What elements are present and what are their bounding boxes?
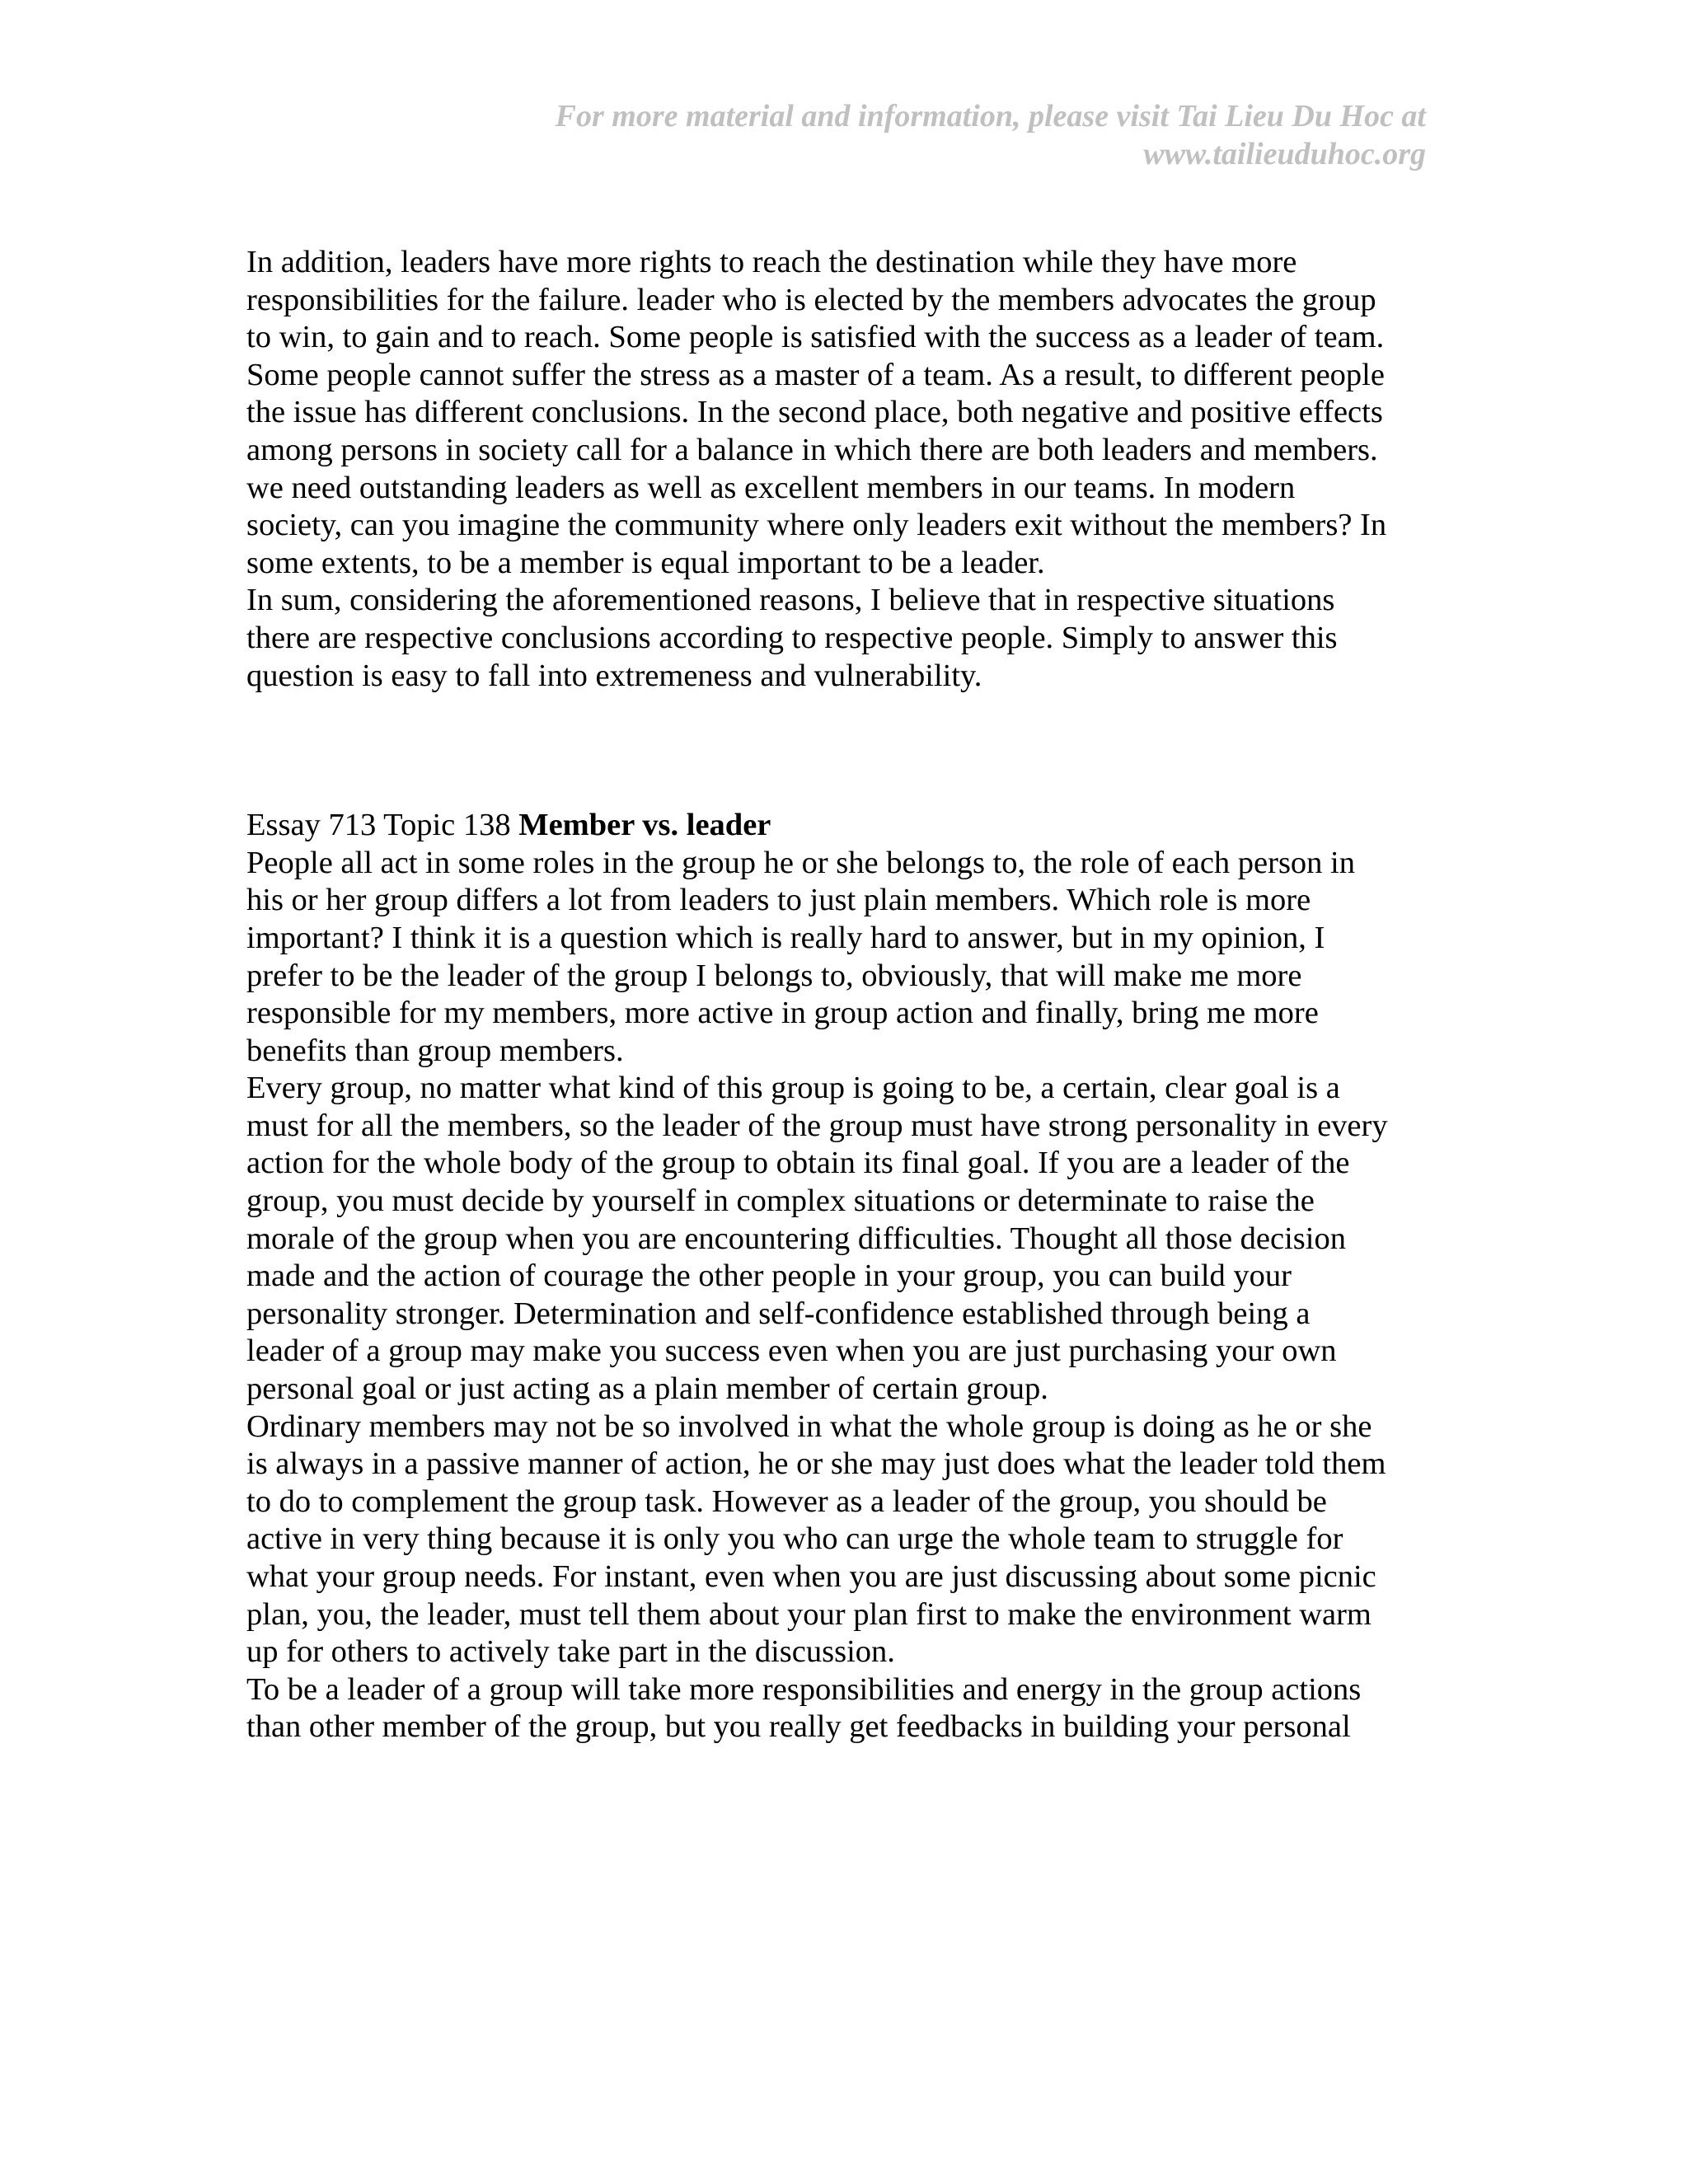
section-gap xyxy=(246,695,1433,807)
paragraph-line: active in very thing because it is only you who can urge the whole team to struggle for xyxy=(246,1521,1343,1557)
paragraph-line: important? I think it is a question which is really hard to answer, but in my opinion, I xyxy=(246,920,1325,955)
paragraph-line: some extents, to be a member is equal important to be a leader. xyxy=(246,545,1045,580)
paragraph-line: than other member of the group, but you really get feedbacks in building your personal xyxy=(246,1709,1351,1745)
paragraph-line: must for all the members, so the leader of the group must have strong personality in every xyxy=(246,1108,1388,1143)
paragraph-line: up for others to actively take part in the discussion. xyxy=(246,1634,895,1670)
paragraph-line: group, you must decide by yourself in complex situations or determinate to raise the xyxy=(246,1183,1315,1219)
paragraph-line: personal goal or just acting as a plain member of certain group. xyxy=(246,1371,1048,1407)
paragraph-line: In sum, considering the aforementioned reasons, I believe that in respective situations xyxy=(246,583,1335,618)
paragraph-line: prefer to be the leader of the group I belongs to, obviously, that will make me more xyxy=(246,958,1302,993)
paragraph-line: morale of the group when you are encountering difficulties. Thought all those decision xyxy=(246,1221,1346,1256)
paragraphs-before xyxy=(246,244,1433,695)
paragraph-line: To be a leader of a group will take more responsibilities and energy in the group actions xyxy=(246,1671,1362,1707)
header-line-1: For more material and information, please visit Tai Lieu Du Hoc at xyxy=(555,99,1426,134)
paragraph-line: among persons in society call for a balance in which there are both leaders and members. xyxy=(246,432,1378,467)
paragraph xyxy=(246,244,1433,582)
paragraph-line: Some people cannot suffer the stress as a master of a team. As a result, to different people xyxy=(246,357,1385,392)
paragraph-line: question is easy to fall into extremeness and vulnerability. xyxy=(246,658,982,693)
paragraph-line: the issue has different conclusions. In the second place, both negative and positive effects xyxy=(246,395,1383,430)
paragraph-line: responsibilities for the failure. leader who is elected by the members advocates the group xyxy=(246,282,1376,317)
paragraph-line: what your group needs. For instant, even when you are just discussing about some picnic xyxy=(246,1559,1376,1594)
paragraph-line: made and the action of courage the other people in your group, you can build your xyxy=(246,1258,1292,1294)
paragraph-line: leader of a group may make you success even when you are just purchasing your own xyxy=(246,1333,1337,1369)
essay-heading-prefix: Essay 713 Topic 138 xyxy=(246,808,519,843)
paragraph-line: Every group, no matter what kind of this group is going to be, a certain, clear goal is a xyxy=(246,1071,1340,1106)
paragraph xyxy=(246,1408,1433,1671)
paragraph-line: personality stronger. Determination and self-confidence established through being a xyxy=(246,1296,1311,1331)
essay-heading xyxy=(246,807,1433,845)
paragraph xyxy=(246,845,1433,1071)
paragraph-line: to win, to gain and to reach. Some people is satisfied with the success as a leader of team. xyxy=(246,320,1385,355)
paragraph xyxy=(246,1671,1433,1746)
paragraphs-after xyxy=(246,845,1433,1746)
paragraph-line: In addition, leaders have more rights to reach the destination while they have more xyxy=(246,245,1297,279)
paragraph-line: is always in a passive manner of action, he or she may just does what the leader told them xyxy=(246,1446,1386,1482)
page-header-watermark xyxy=(437,97,1426,173)
paragraph-line: to do to complement the group task. However as a leader of the group, you should be xyxy=(246,1483,1327,1519)
paragraph-line: Ordinary members may not be so involved in what the whole group is doing as he or she xyxy=(246,1408,1372,1444)
paragraph xyxy=(246,582,1433,695)
document-body xyxy=(246,244,1433,1746)
paragraph-line: plan, you, the leader, must tell them about your plan first to make the environment warm xyxy=(246,1596,1372,1632)
paragraph-line: benefits than group members. xyxy=(246,1033,624,1068)
paragraph-line: we need outstanding leaders as well as excellent members in our teams. In modern xyxy=(246,470,1296,505)
paragraph-line: there are respective conclusions according to respective people. Simply to answer this xyxy=(246,620,1338,655)
paragraph-line: his or her group differs a lot from leaders to just plain members. Which role is more xyxy=(246,883,1311,918)
essay-heading-title: Member vs. leader xyxy=(518,808,771,843)
paragraph-line: society, can you imagine the community where only leaders exit without the members? In xyxy=(246,508,1387,543)
paragraph-line: action for the whole body of the group to obtain its final goal. If you are a leader of the xyxy=(246,1146,1350,1181)
paragraph xyxy=(246,1070,1433,1408)
header-line-2: www.tailieuduhoc.org xyxy=(1143,137,1426,171)
paragraph-line: People all act in some roles in the group he or she belongs to, the role of each person in xyxy=(246,845,1355,880)
paragraph-line: responsible for my members, more active in group action and finally, bring me more xyxy=(246,996,1319,1031)
